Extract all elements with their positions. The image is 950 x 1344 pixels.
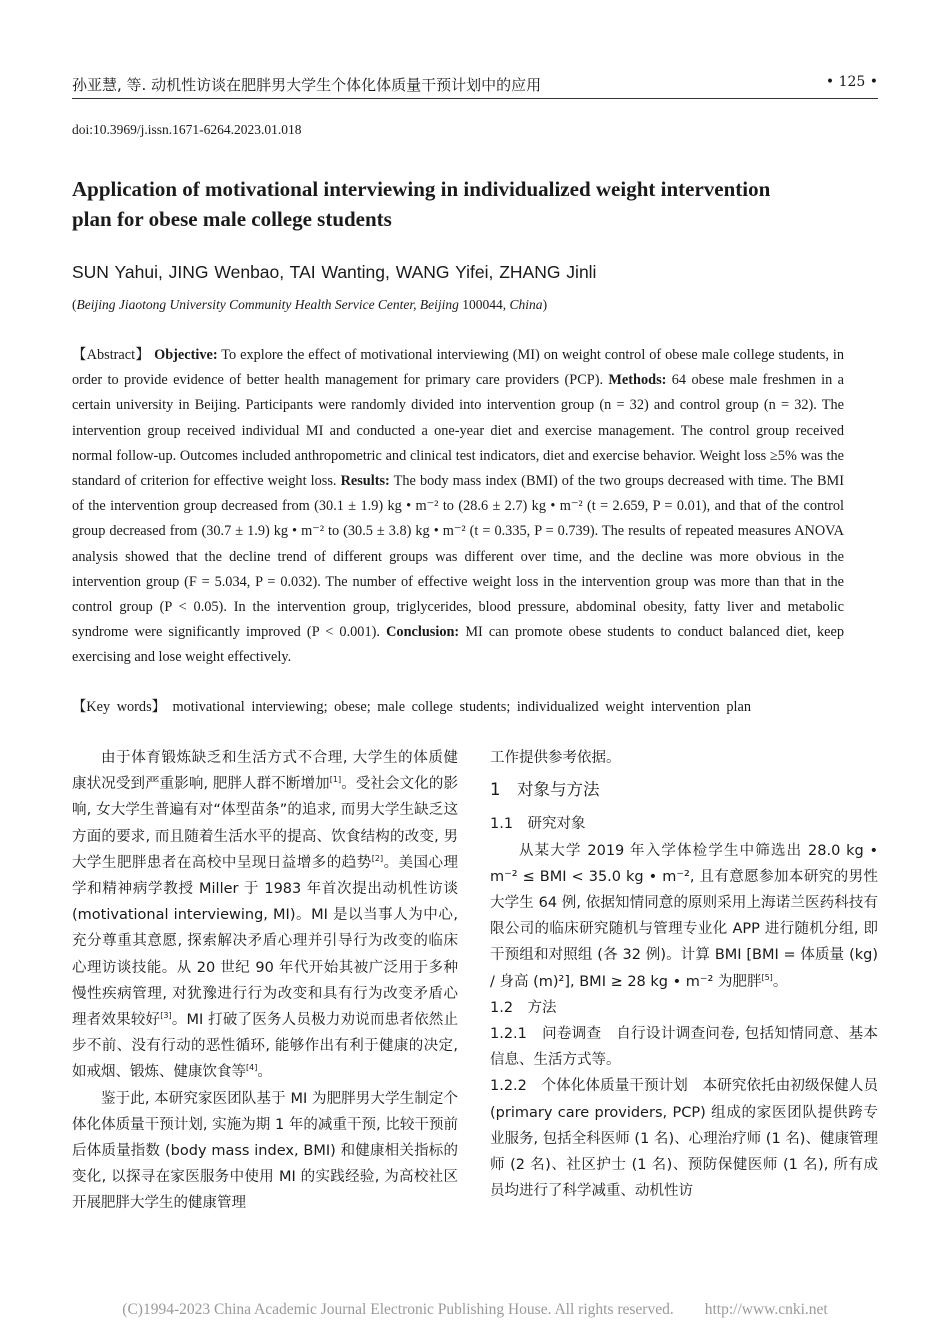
section-heading-1-1: 1.1 研究对象 [490,816,586,833]
running-header [72,74,878,99]
affiliation-institution: Beijing Jiaotong University Community Health Service Center, Beijing [76,297,459,312]
citation-1[interactable]: [1] [329,775,342,785]
methods-text: 64 obese male freshmen in a certain university in Beijing. Participants were randomly divided into intervention group (n = 32) and control group (n = 32). The intervention group received individual MI and conducted a one-year diet and exercise management. The control group received normal follow-up. Outcomes included anthropometric and clinical test indicators, diet and exercise behavior. Weight loss ≥5% was the standard of criterion for effective weight loss. [72,372,844,490]
methods-label: Methods: [608,372,667,389]
copyright-footer: (C)1994-2023 China Academic Journal Electronic Publishing House. All rights reserved. http://www.cnki.net [122,1301,828,1318]
body-paragraph-1 [72,745,458,1086]
doi: doi:10.3969/j.issn.1671-6264.2023.01.018 [72,122,302,137]
abstract [72,343,844,671]
abstract-label: 【Abstract】 [72,347,151,363]
affiliation-country: China [509,297,543,312]
body-text: 。 [257,1064,272,1081]
affiliation [72,297,547,313]
objective-label: Objective: [154,347,218,363]
body-paragraph-3 [490,838,878,995]
section-1-2-1: 1.2.1 问卷调查 自行设计调查问卷, 包括知情同意、基本信息、生活方式等。 [490,1026,878,1069]
body-text: 。受社会文化的影响, 女大学生普遍有对“体型苗条”的追求, 而男大学生缺乏这方面的要求, 而且随着生活水平的提高、饮食结构的改变, 男大学生肥胖患者在高校中呈现日益增多的趋势 [72,776,459,871]
body-text: 。MI 打破了医务人员极力劝说而患者依然止步不前、没有行动的恶性循环, 能够作出有利于健康的决定, 如戒烟、锻炼、健康饮食等 [72,1012,458,1081]
page-number: • 125 • [825,74,878,90]
keywords [72,696,844,716]
authors: SUN Yahui, JING Wenbao, TAI Wanting, WANG Yifei, ZHANG Jinli [72,262,597,282]
body-text: 由于体育锻炼缺乏和生活方式不合理, 大学生的体质健康状况受到严重影响, 肥胖人群不断增加 [72,750,458,793]
running-title: 孙亚慧, 等. 动机性访谈在肥胖男大学生个体化体质量干预计划中的应用 [72,76,542,94]
body-paragraph-2: 鉴于此, 本研究家医团队基于 MI 为肥胖男大学生制定个体化体质量干预计划, 实施为期 1 年的减重干预, 比较干预前后体质量指数 (body mass index, BMI) 和健康相关指标的变化, 以探寻在家医服务中使用 MI 的实践经验, 为高校社区开展肥胖大学生的健康管理 [72,1090,458,1212]
keywords-text: motivational interviewing; obese; male college students; individualized weight intervention plan [165,699,751,715]
affiliation-postcode: 100044, [458,297,510,312]
section-1-2-2: 1.2.2 个体化体质量干预计划 本研究依托由初级保健人员 (primary care providers, PCP) 组成的家医团队提供跨专业服务, 包括全科医师 (1 名)、心理治疗师 (1 名)、健康管理师 (2 名)、社区护士 (1 名)、预防保健医师 (1 名), 所有成员均进行了科学减重、动机性访 [490,1078,878,1200]
citation-5[interactable]: [5] [761,972,773,982]
body-text: 。 [772,973,788,990]
section-heading-1-2: 1.2 方法 [490,999,557,1016]
body-column-right [490,745,878,1204]
conclusion-text: MI can promote obese students to conduct balanced diet, keep exercising and lose weight effectively. [72,624,845,666]
objective-text: To explore the effect of motivational interviewing (MI) on weight control of obese male college students, in order to provide evidence of better health management for primary care providers (PCP). [72,347,845,389]
affiliation-open: ( [72,297,77,312]
citation-2[interactable]: [2] [371,853,384,863]
article-title: Application of motivational interviewing in individualized weight intervention plan for obese male college students [72,177,771,231]
results-text: The body mass index (BMI) of the two groups decreased with time. The BMI of the intervention group decreased from (30.1 ± 1.9) kg • m⁻² to (28.6 ± 2.7) kg • m⁻² (t = 2.659, P = 0.01), and that of the control group decreased from (30.7 ± 1.9) kg • m⁻² to (30.5 ± 3.8) kg • m⁻² (t = 0.335, P = 0.739). The results of repeated measures ANOVA analysis showed that the decline trend of different groups was different over time, and the decline was more obvious in the intervention group (F = 5.034, P = 0.032). The number of effective weight loss in the intervention group was more than that in the control group (P < 0.05). In the intervention group, triglycerides, blood pressure, abdominal obesity, fatty liver and metabolic syndrome were significantly improved (P < 0.001). [72,473,845,641]
body-text: 从某大学 2019 年入学体检学生中筛选出 28.0 kg • m⁻² ≤ BMI < 35.0 kg • m⁻², 且有意愿参加本研究的男性大学生 64 例, 依据知情同意的原则采用上海诺兰医药科技有限公司的临床研究随机与管理专业化 APP 进行随机分组, 即干预组和对照组 (各 32 例)。计算 BMI [BMI = 体质量 (kg) / 身高 (m)²], BMI ≥ 28 kg • m⁻² 为肥胖 [490,842,878,990]
section-heading-1: 1 对象与方法 [490,780,600,800]
keywords-label: 【Key words】 [72,699,166,715]
body-text: 。美国心理学和精神病学教授 Miller 于 1983 年首次提出动机性访谈 (motivational interviewing, MI)。MI 是以当事人为中心, 充分尊重其意愿, 探索解决矛盾心理并引导行为改变的临床心理访谈技能。从 20 世纪 90 年代开始其被广泛用于多种慢性疾病管理, 对犹豫进行行为改变和具有行为改变矛盾心理者效果较好 [72,854,459,1029]
results-label: Results: [340,473,390,490]
citation-4[interactable]: [4] [246,1063,258,1073]
body-column-left [72,745,458,1217]
citation-3[interactable]: [3] [160,1011,172,1021]
body-paragraph-continued: 工作提供参考依据。 [490,750,621,766]
affiliation-close: ) [542,297,548,312]
conclusion-label: Conclusion: [386,624,460,641]
